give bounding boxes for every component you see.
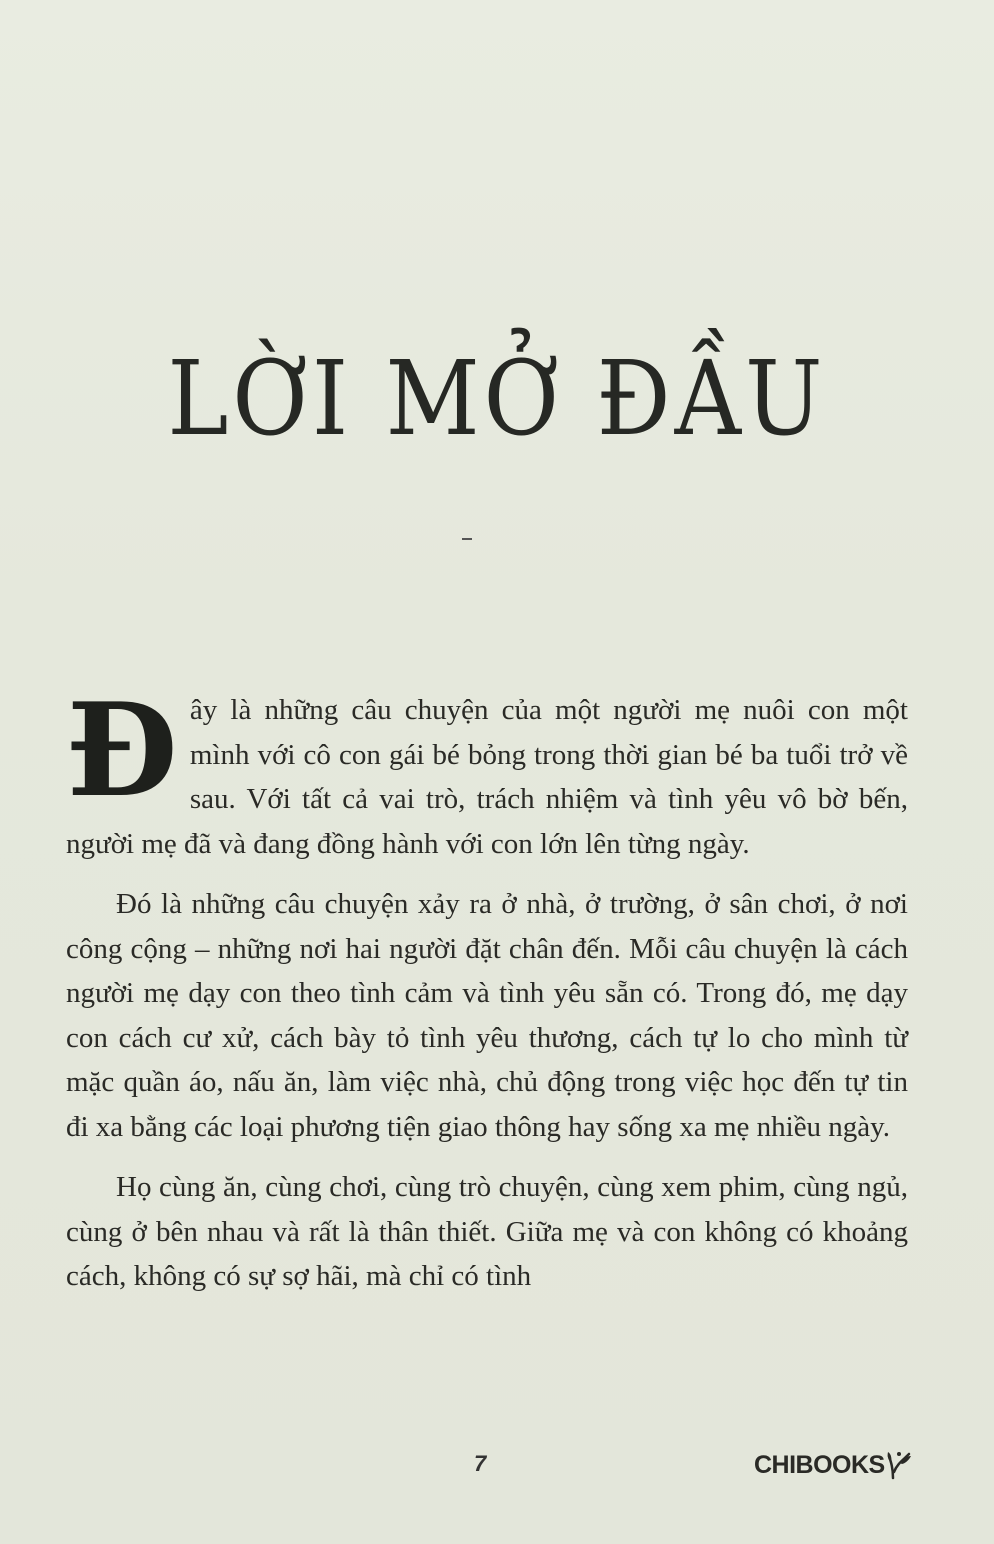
title-ornament <box>462 538 472 540</box>
page-number: 7 <box>474 1451 487 1476</box>
paragraph-1-text: ây là những câu chuyện của một người mẹ nuôi con một mình với cô con gái bé bỏng trong thời gian bé ba tuổi trở về sau. Với tất cả vai trò, trách nhiệm và tình yêu vô bờ bến, người mẹ đã và đang đồng hành với con lớn lên từng ngày. <box>66 694 908 860</box>
chapter-title: LỜI MỞ ĐẦU <box>167 338 827 459</box>
paragraph-1 <box>66 676 908 866</box>
drop-cap: Đ <box>66 676 178 826</box>
publisher-logo-text: CHIBOOKS <box>754 1450 885 1479</box>
leaf-sprout-icon <box>887 1450 913 1480</box>
publisher-logo <box>754 1450 913 1480</box>
body-text <box>66 676 908 1315</box>
paragraph-2: Đó là những câu chuyện xảy ra ở nhà, ở trường, ở sân chơi, ở nơi công cộng – những nơi hai người đặt chân đến. Mỗi câu chuyện là cách người mẹ dạy con theo tình cảm và tình yêu sẵn có. Trong đó, mẹ dạy con cách cư xử, cách bày tỏ tình yêu thương, cách tự lo cho mình từ mặc quần áo, nấu ăn, làm việc nhà, chủ động trong việc học đến tự tin đi xa bằng các loại phương tiện giao thông hay sống xa mẹ nhiều ngày. <box>66 888 908 1143</box>
paragraph-3: Họ cùng ăn, cùng chơi, cùng trò chuyện, cùng xem phim, cùng ngủ, cùng ở bên nhau và rất là thân thiết. Giữa mẹ và con không có khoảng cách, không có sự sợ hãi, mà chỉ có tình <box>66 1171 908 1292</box>
